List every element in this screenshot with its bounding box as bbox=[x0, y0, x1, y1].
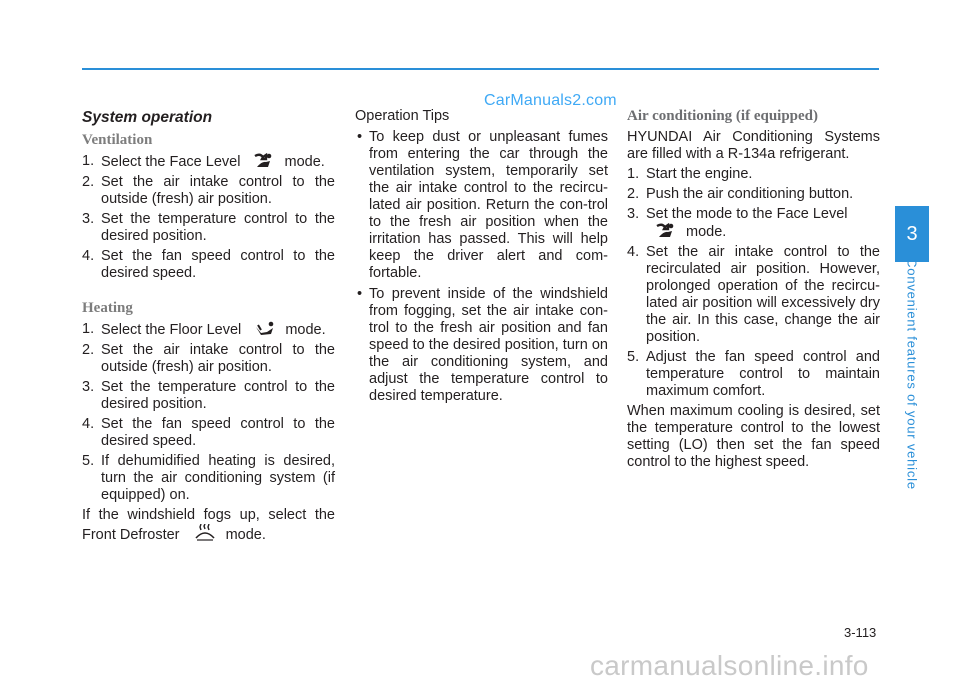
ventilation-step-2: 2. Set the air intake control to the outside (fresh) air position. bbox=[82, 174, 335, 207]
heating-step-3: 3. Set the temperature control to the desired position. bbox=[82, 379, 335, 412]
air-conditioning-heading: Air conditioning (if equipped) bbox=[627, 108, 819, 124]
tip-bullet: • To prevent inside of the windshield from fogging, set the air intake con-trol to the fresh air position and fan speed to the desired position, turn on the air conditioning system, and adjust the temperature control to desired temperature. bbox=[357, 286, 608, 404]
chapter-label: Convenient features of your vehicle bbox=[904, 258, 920, 490]
bullet-icon: • bbox=[357, 129, 363, 145]
ac-step-1: 1. Start the engine. bbox=[627, 166, 753, 182]
ventilation-step-3: 3. Set the temperature control to the desired position. bbox=[82, 211, 335, 244]
ac-step-4: 4. Set the air intake control to the recirculated air position. However, prolonged operation of the recircu-lated air position will excessively dry the air. In this case, change the air position. bbox=[627, 244, 880, 345]
face-level-mode-icon bbox=[254, 153, 274, 169]
ventilation-step-4: 4. Set the fan speed control to the desired speed. bbox=[82, 248, 335, 281]
column-left bbox=[82, 108, 335, 547]
ventilation-step-1: 1. Select the Face Level mode. bbox=[82, 153, 325, 170]
tip-bullet: • To keep dust or unpleasant fumes from entering the car through the ventilation system, temporarily set the air intake control to the recircu-lated air position. Return the con-trol to the fresh air position when the irritation has passed. This will help keep the driver alert and com-fortable. bbox=[357, 129, 608, 281]
page-number: 3-113 bbox=[844, 625, 877, 640]
ac-closing: When maximum cooling is desired, set the temperature control to the lowest setting (LO) then set the fan speed control to the highest speed. bbox=[627, 403, 880, 470]
front-defroster-icon bbox=[194, 524, 216, 542]
face-level-mode-icon bbox=[656, 223, 676, 239]
floor-level-mode-icon bbox=[255, 321, 275, 337]
watermark-bottom: carmanualsonline.info bbox=[590, 650, 869, 681]
defroster-note: If the windshield fogs up, select the Front Defroster mode. bbox=[82, 507, 335, 543]
heating-step-2: 2. Set the air intake control to the outside (fresh) air position. bbox=[82, 342, 335, 375]
heating-step-1: 1. Select the Floor Level mode. bbox=[82, 321, 326, 338]
watermark-top: CarManuals2.com bbox=[484, 92, 617, 109]
section-title: System operation bbox=[82, 109, 213, 126]
ac-step-5: 5. Adjust the fan speed control and temperature control to maintain maximum comfort. bbox=[627, 349, 880, 399]
heating-step-4: 4. Set the fan speed control to the desired speed. bbox=[82, 416, 335, 449]
column-middle bbox=[355, 108, 608, 409]
chapter-tab: 3 bbox=[895, 206, 929, 262]
top-rule bbox=[82, 68, 879, 70]
operation-tips-heading: Operation Tips bbox=[355, 108, 450, 124]
ac-step-3: 3. Set the mode to the Face Level mode. bbox=[627, 206, 848, 240]
heating-heading: Heating bbox=[82, 300, 133, 316]
ac-intro: HYUNDAI Air Conditioning Systems are filled with a R-134a refrigerant. bbox=[627, 129, 880, 162]
heating-step-5: 5. If dehumidified heating is desired, turn the air conditioning system (if equipped) on. bbox=[82, 453, 335, 503]
ventilation-heading: Ventilation bbox=[82, 132, 153, 148]
column-right bbox=[627, 108, 880, 474]
bullet-icon: • bbox=[357, 286, 363, 302]
ac-step-2: 2. Push the air conditioning button. bbox=[627, 186, 854, 202]
